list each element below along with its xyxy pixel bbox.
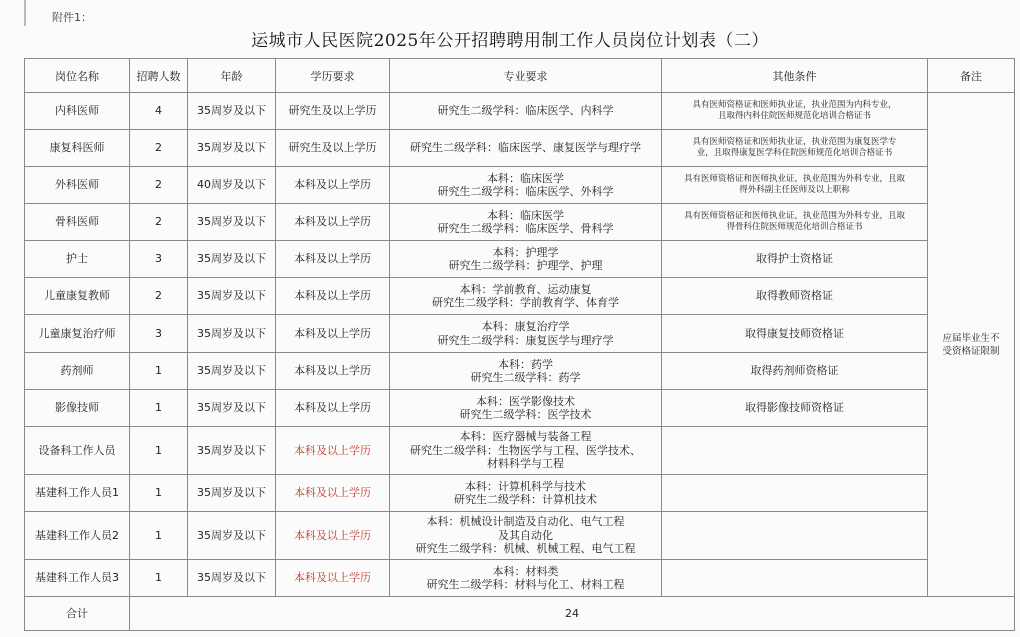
headcount: 4 <box>130 93 188 130</box>
headcount: 2 <box>130 130 188 167</box>
age-requirement: 35周岁及以下 <box>188 390 276 427</box>
table-row <box>25 475 1015 512</box>
other-conditions <box>662 315 928 353</box>
major-requirement-line: 本科：临床医学 <box>487 171 564 185</box>
other-conditions-line: 得骨科住院医师规范化培训合格证书 <box>726 222 863 232</box>
attachment-label: 附件1： <box>52 11 92 24</box>
age-requirement: 35周岁及以下 <box>188 560 276 597</box>
position-name: 外科医师 <box>25 167 130 204</box>
headcount: 2 <box>130 167 188 204</box>
education-requirement: 研究生及以上学历 <box>276 93 390 130</box>
headcount: 3 <box>130 315 188 353</box>
education-requirement: 研究生及以上学历 <box>276 130 390 167</box>
major-requirement-line: 本科：医学影像技术 <box>476 394 575 408</box>
education-requirement: 本科及以上学历 <box>276 390 390 427</box>
major-requirement-line: 研究生二级学科：医学技术 <box>459 408 592 421</box>
other-conditions-line: 取得药剂师资格证 <box>750 364 839 378</box>
position-name: 基建科工作人员2 <box>25 512 130 560</box>
major-requirement <box>390 427 662 475</box>
position-name: 骨科医师 <box>25 204 130 241</box>
headcount: 1 <box>130 390 188 427</box>
headcount: 1 <box>130 427 188 475</box>
page-title: 运城市人民医院2025年公开招聘聘用制工作人员岗位计划表（二） <box>251 31 769 51</box>
position-name: 基建科工作人员1 <box>25 475 130 512</box>
headcount: 2 <box>130 204 188 241</box>
age-requirement: 40周岁及以下 <box>188 167 276 204</box>
position-name: 药剂师 <box>25 353 130 390</box>
age-requirement: 35周岁及以下 <box>188 315 276 353</box>
other-conditions <box>662 167 928 204</box>
other-conditions <box>662 278 928 315</box>
major-requirement <box>390 167 662 204</box>
remark-line: 应届毕业生不 <box>942 332 1000 344</box>
other-conditions-line: 具有医师资格证和医师执业证，执业范围为外科专业，且取 <box>683 210 905 221</box>
table-header-row <box>25 59 1015 93</box>
headcount: 1 <box>130 475 188 512</box>
major-requirement-line: 研究生二级学科：学前教育学、体育学 <box>432 296 619 309</box>
major-requirement-line: 本科：药学 <box>498 357 553 371</box>
major-requirement-line: 研究生二级学科：材料与化工、材料工程 <box>426 578 625 591</box>
column-header: 专业要求 <box>390 59 662 93</box>
age-requirement: 35周岁及以下 <box>188 353 276 390</box>
major-requirement-line: 及其自动化 <box>498 528 553 542</box>
column-header: 其他条件 <box>662 59 928 93</box>
recruitment-table <box>24 58 1015 631</box>
table-row <box>25 560 1015 597</box>
position-name: 康复科医师 <box>25 130 130 167</box>
other-conditions-line: 得外科副主任医师及以上职称 <box>739 185 850 195</box>
position-name: 基建科工作人员3 <box>25 560 130 597</box>
other-conditions <box>662 204 928 241</box>
other-conditions-line: 取得康复技师资格证 <box>745 326 844 340</box>
other-conditions <box>662 130 928 167</box>
table-row <box>25 390 1015 427</box>
table-row <box>25 241 1015 278</box>
position-name: 儿童康复治疗师 <box>25 315 130 353</box>
major-requirement <box>390 315 662 353</box>
age-requirement: 35周岁及以下 <box>188 427 276 475</box>
education-requirement: 本科及以上学历 <box>276 315 390 353</box>
major-requirement-line: 本科：计算机科学与技术 <box>465 479 586 493</box>
column-header: 年龄 <box>188 59 276 93</box>
column-header: 招聘人数 <box>130 59 188 93</box>
other-conditions <box>662 512 928 560</box>
education-requirement: 本科及以上学历 <box>276 278 390 315</box>
major-requirement-line: 本科：材料类 <box>492 564 559 578</box>
table-row <box>25 204 1015 241</box>
headcount: 1 <box>130 353 188 390</box>
other-conditions-line: 且取得内科住院医师规范化培训合格证书 <box>717 111 871 121</box>
other-conditions-line: 业，且取得康复医学科住院医师规范化培训合格证书 <box>696 148 893 158</box>
other-conditions <box>662 475 928 512</box>
age-requirement: 35周岁及以下 <box>188 241 276 278</box>
major-requirement-line: 研究生二级学科：计算机技术 <box>454 493 597 506</box>
sheet-edge <box>24 0 26 26</box>
other-conditions <box>662 241 928 278</box>
major-requirement <box>390 353 662 390</box>
education-requirement: 本科及以上学历 <box>276 204 390 241</box>
position-name: 设备科工作人员 <box>25 427 130 475</box>
major-requirement-line: 研究生二级学科：临床医学、骨科学 <box>437 222 614 235</box>
major-requirement-line: 本科：康复治疗学 <box>481 320 570 333</box>
position-name: 儿童康复教师 <box>25 278 130 315</box>
major-requirement-line: 本科：学前教育、运动康复 <box>459 282 592 296</box>
age-requirement: 35周岁及以下 <box>188 130 276 167</box>
major-requirement <box>390 278 662 315</box>
major-requirement-line: 研究生二级学科：护理学、护理 <box>448 259 603 272</box>
other-conditions <box>662 353 928 390</box>
major-requirement-line: 本科：医疗器械与装备工程 <box>459 430 592 444</box>
other-conditions-line: 取得教师资格证 <box>756 289 833 303</box>
headcount: 2 <box>130 278 188 315</box>
table-row <box>25 427 1015 475</box>
table-row <box>25 278 1015 315</box>
major-requirement-line: 研究生二级学科：临床医学、内科学 <box>437 104 614 118</box>
age-requirement: 35周岁及以下 <box>188 204 276 241</box>
age-requirement: 35周岁及以下 <box>188 278 276 315</box>
major-requirement-line: 本科：护理学 <box>492 245 559 259</box>
education-requirement: 本科及以上学历 <box>276 560 390 597</box>
remark-cell <box>928 93 1015 597</box>
major-requirement <box>390 475 662 512</box>
position-name: 护士 <box>25 241 130 278</box>
education-requirement: 本科及以上学历 <box>276 512 390 560</box>
total-label: 合计 <box>25 597 130 631</box>
major-requirement-line: 本科：临床医学 <box>487 208 564 222</box>
headcount: 3 <box>130 241 188 278</box>
major-requirement-line: 研究生二级学科：药学 <box>470 371 581 384</box>
age-requirement: 35周岁及以下 <box>188 93 276 130</box>
other-conditions <box>662 427 928 475</box>
major-requirement-line: 材料科学与工程 <box>487 457 564 471</box>
major-requirement <box>390 130 662 167</box>
major-requirement-line: 研究生二级学科：康复医学与理疗学 <box>437 333 614 347</box>
education-requirement: 本科及以上学历 <box>276 241 390 278</box>
headcount: 1 <box>130 560 188 597</box>
headcount: 1 <box>130 512 188 560</box>
major-requirement <box>390 560 662 597</box>
other-conditions <box>662 560 928 597</box>
position-name: 内科医师 <box>25 93 130 130</box>
other-conditions-line: 具有医师资格证和医师执业证，执业范围为康复医学专 <box>692 136 897 147</box>
remark-line: 受资格证限制 <box>942 345 1000 357</box>
table-row <box>25 315 1015 353</box>
table-body <box>25 93 1015 631</box>
other-conditions-line: 取得影像技师资格证 <box>745 401 844 415</box>
major-requirement-line: 研究生二级学科：临床医学、康复医学与理疗学 <box>410 141 641 155</box>
table-row <box>25 93 1015 130</box>
education-requirement: 本科及以上学历 <box>276 427 390 475</box>
table-row <box>25 167 1015 204</box>
other-conditions-line: 具有医师资格证和医师执业证，执业范围为外科专业，且取 <box>683 173 905 184</box>
position-name: 影像技师 <box>25 390 130 427</box>
column-header: 岗位名称 <box>25 59 130 93</box>
major-requirement <box>390 512 662 560</box>
major-requirement-line: 研究生二级学科：机械、机械工程、电气工程 <box>415 542 636 556</box>
education-requirement: 本科及以上学历 <box>276 167 390 204</box>
major-requirement <box>390 204 662 241</box>
table-row <box>25 130 1015 167</box>
other-conditions-line: 取得护士资格证 <box>756 252 833 266</box>
education-requirement: 本科及以上学历 <box>276 475 390 512</box>
major-requirement-line: 研究生二级学科：临床医学、外科学 <box>437 185 614 198</box>
education-requirement: 本科及以上学历 <box>276 353 390 390</box>
age-requirement: 35周岁及以下 <box>188 512 276 560</box>
table-row <box>25 512 1015 560</box>
column-header: 备注 <box>928 59 1015 93</box>
major-requirement <box>390 390 662 427</box>
major-requirement-line: 本科：机械设计制造及自动化、电气工程 <box>426 515 625 529</box>
total-row <box>25 597 1015 631</box>
major-requirement <box>390 241 662 278</box>
table-row <box>25 353 1015 390</box>
other-conditions <box>662 390 928 427</box>
major-requirement <box>390 93 662 130</box>
major-requirement-line: 研究生二级学科：生物医学与工程、医学技术、 <box>410 443 641 457</box>
other-conditions-line: 具有医师资格证和医师执业证，执业范围为内科专业， <box>692 99 897 110</box>
column-header: 学历要求 <box>276 59 390 93</box>
total-value: 24 <box>130 597 1015 631</box>
other-conditions <box>662 93 928 130</box>
age-requirement: 35周岁及以下 <box>188 475 276 512</box>
